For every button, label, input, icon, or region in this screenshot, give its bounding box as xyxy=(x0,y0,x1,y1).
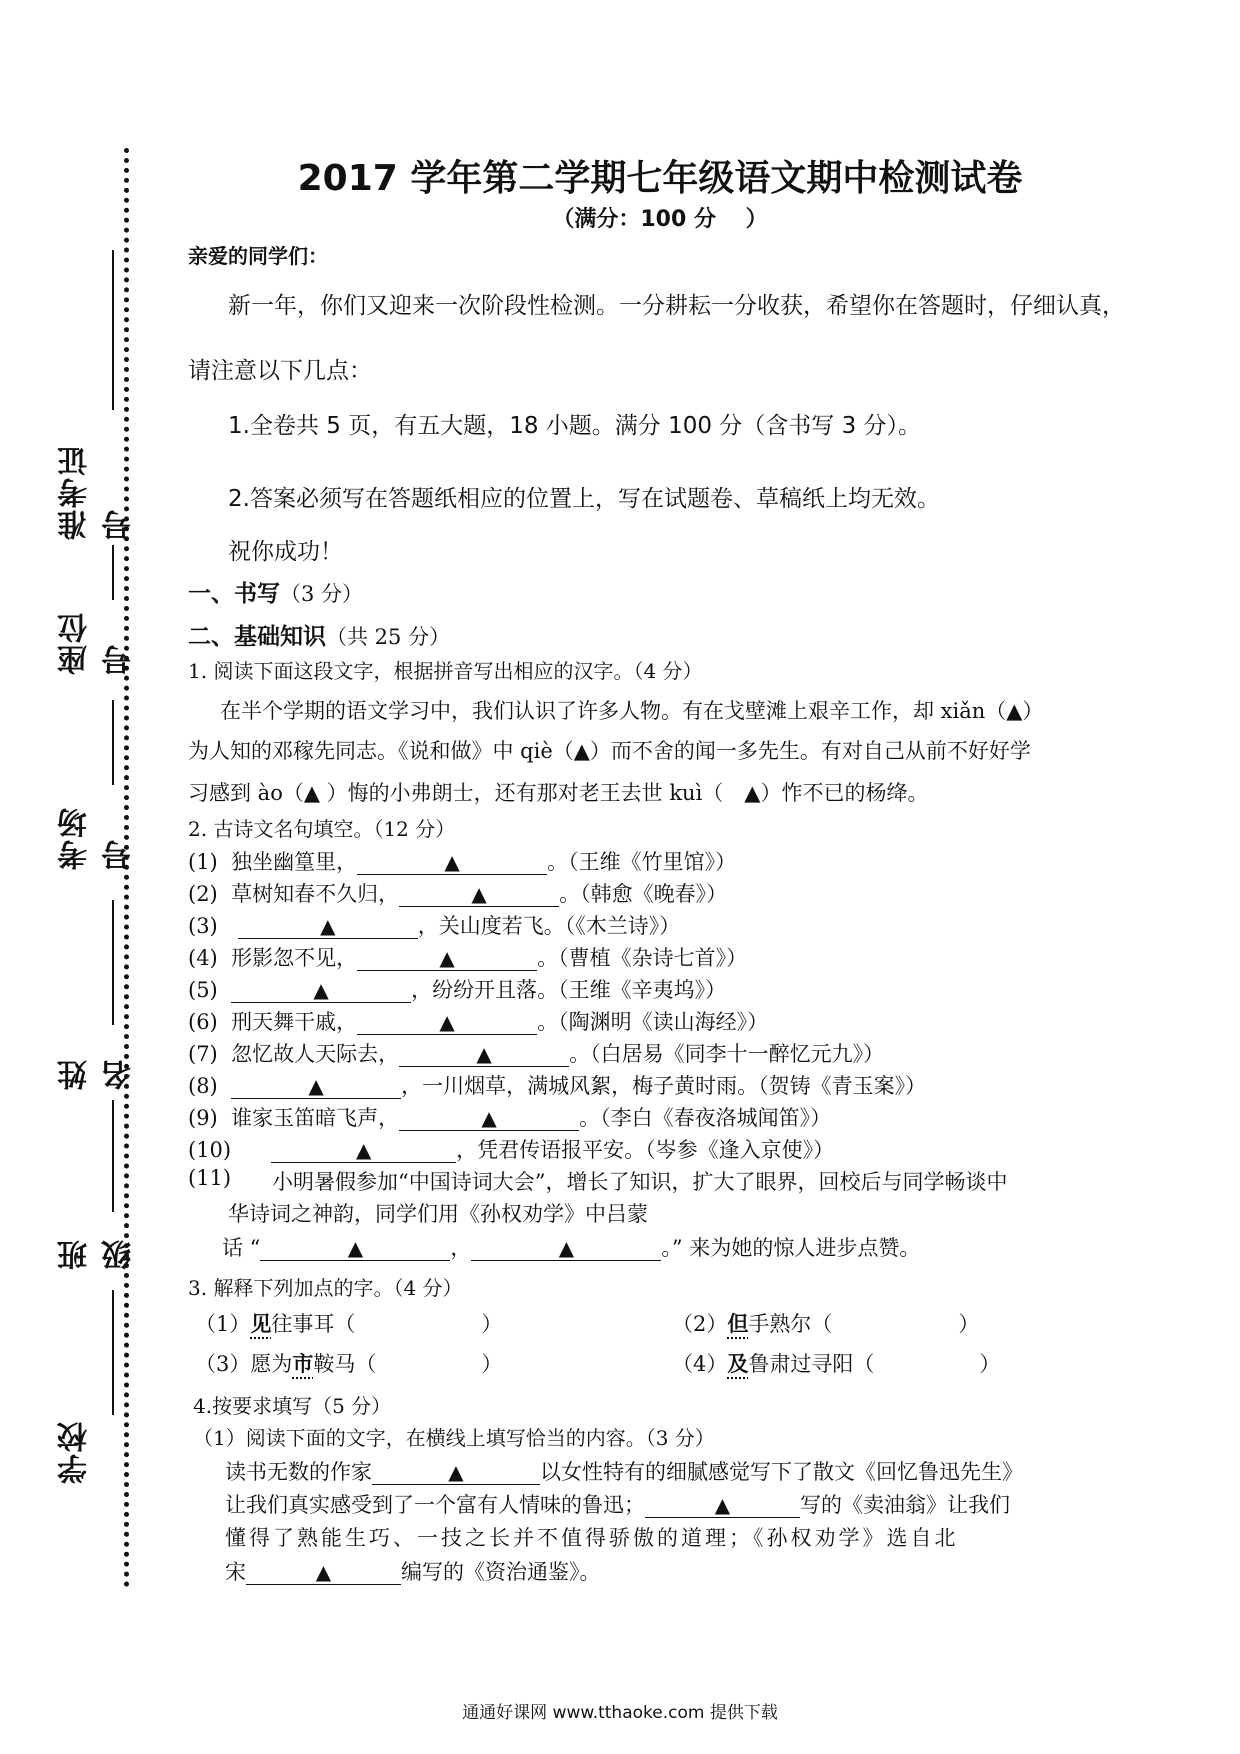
q2-item-11-line-2: 华诗词之神韵，同学们用《孙权劝学》中吕蒙 xyxy=(228,1202,648,1226)
school-label: 学校 xyxy=(58,1420,93,1484)
verse-post: 。（陶渊明《读山海经》） xyxy=(537,1010,769,1034)
triangle-icon: ▲ xyxy=(315,1560,332,1584)
q2-item-8 xyxy=(188,1070,926,1100)
text-pre: 读书无数的作家 xyxy=(225,1460,372,1484)
section-2-title: 二、基础知识 xyxy=(188,623,326,650)
verse-pre: 刑天舞干戚， xyxy=(231,1010,358,1034)
item-number: (5) xyxy=(188,978,218,1002)
item-number: (4) xyxy=(188,946,218,970)
dotted-char: 市 xyxy=(292,1351,314,1376)
answer-blank[interactable] xyxy=(357,852,547,875)
q2-prompt: 2. 古诗文名句填空。（12 分） xyxy=(188,817,456,841)
q3-item-1 xyxy=(195,1308,502,1338)
quote-close: 。” 来为她的惊人进步点赞。 xyxy=(661,1236,921,1260)
q2-item-7 xyxy=(188,1038,884,1068)
triangle-icon: ▲ xyxy=(313,978,329,1002)
answer-blank[interactable] xyxy=(399,1044,569,1067)
verse-post: ，一川烟草，满城风絮，梅子黄时雨。（贺铸《青玉案》） xyxy=(401,1074,927,1098)
class-line xyxy=(112,1100,114,1212)
verse-post: 。（李白《春夜洛城闻笛》） xyxy=(579,1106,832,1130)
note-2: 2.答案必须写在答题纸相应的位置上，写在试题卷、草稿纸上均无效。 xyxy=(228,486,940,512)
section-1-heading xyxy=(188,575,363,608)
verse-pre: 忽忆故人天际去， xyxy=(231,1042,400,1066)
triangle-icon: ▲ xyxy=(439,1010,455,1034)
text-post: 写的《卖油翁》让我们 xyxy=(800,1493,1010,1517)
section-2-heading xyxy=(188,618,450,651)
verse-post: 。（曹植《杂诗七首》） xyxy=(537,946,748,970)
q4-line-1 xyxy=(225,1456,1023,1486)
side-field-class xyxy=(40,1100,137,1270)
item-number: （1） xyxy=(195,1312,251,1336)
item-number: (1) xyxy=(188,850,218,874)
q2-item-6 xyxy=(188,1006,768,1036)
triangle-icon: ▲ xyxy=(481,1106,497,1130)
answer-blank[interactable] xyxy=(246,1562,401,1585)
side-field-name xyxy=(40,900,137,1090)
q2-item-1 xyxy=(188,846,736,876)
answer-blank[interactable] xyxy=(271,1140,456,1163)
text-post: 以女性特有的细腻感觉写下了散文《回忆鲁迅先生》 xyxy=(540,1460,1023,1484)
verse-post: ，纷纷开且落。（王维《辛夷坞》） xyxy=(411,978,727,1002)
verse-pre: 独坐幽篁里， xyxy=(231,850,358,874)
verse-post: 。（白居易《同李十一醉忆元九》） xyxy=(569,1042,885,1066)
answer-blank[interactable] xyxy=(231,1076,401,1099)
text-pre: 宋 xyxy=(225,1560,246,1584)
triangle-icon: ▲ xyxy=(347,1236,364,1260)
answer-blank[interactable] xyxy=(399,1108,579,1131)
item-rest: 往事耳（ ） xyxy=(271,1312,503,1336)
answer-blank[interactable] xyxy=(471,1238,661,1261)
item-rest: 鞍马（ ） xyxy=(313,1352,503,1376)
triangle-icon: ▲ xyxy=(476,1042,492,1066)
triangle-icon: ▲ xyxy=(444,850,460,874)
q2-item-11-line-1: 小明暑假参加“中国诗词大会”，增长了知识，扩大了眼界，回校后与同学畅谈中 xyxy=(272,1170,1008,1194)
note-1: 1.全卷共 5 页，有五大题，18 小题。满分 100 分（含书写 3 分）。 xyxy=(228,413,922,439)
answer-blank[interactable] xyxy=(357,1012,537,1035)
quote-open: 话 “ xyxy=(222,1236,261,1260)
room-no-label: 考场号 xyxy=(58,806,137,870)
item-rest: 手熟尔（ ） xyxy=(748,1312,980,1336)
intro-line-2: 请注意以下几点： xyxy=(188,358,372,384)
q1-line-3: 习感到 ào（▲ ）悔的小弗朗士，还有那对老王去世 kuì（ ▲）怍不已的杨绛。 xyxy=(188,781,929,805)
q2-item-2 xyxy=(188,878,727,908)
q3-item-4 xyxy=(672,1348,1000,1378)
section-1-score: （3 分） xyxy=(280,582,364,606)
full-score: （满分：100 分 ） xyxy=(552,207,768,232)
dotted-char: 及 xyxy=(727,1351,749,1376)
dotted-char: 见 xyxy=(250,1311,272,1336)
seat-no-line xyxy=(112,545,114,600)
verse-post: 。（韩愈《晚春》） xyxy=(559,882,728,906)
q3-item-3 xyxy=(195,1348,502,1378)
class-label: 班级 xyxy=(58,1238,137,1270)
answer-blank[interactable] xyxy=(372,1462,540,1485)
school-line xyxy=(112,1290,114,1415)
q2-item-9 xyxy=(188,1102,831,1132)
triangle-icon: ▲ xyxy=(471,882,487,906)
verse-pre: 形影忽不见， xyxy=(231,946,358,970)
section-1-title: 一、书写 xyxy=(188,580,280,607)
greeting: 亲爱的同学们： xyxy=(188,244,328,268)
q2-item-11-number: (11) xyxy=(188,1166,232,1190)
q4-sub-1: （1）阅读下面的文字，在横线上填写恰当的内容。（3 分） xyxy=(193,1426,715,1450)
exam-no-line xyxy=(112,250,114,410)
answer-blank[interactable] xyxy=(260,1238,450,1261)
item-rest: 鲁肃过寻阳（ ） xyxy=(748,1352,1001,1376)
verse-post: 。（王维《竹里馆》） xyxy=(547,850,737,874)
side-field-exam-no xyxy=(40,250,137,540)
q2-item-11-line-3 xyxy=(222,1232,920,1262)
triangle-icon: ▲ xyxy=(308,1074,324,1098)
triangle-icon: ▲ xyxy=(320,914,336,938)
text-post: 编写的《资治通鉴》。 xyxy=(401,1560,601,1584)
q1-prompt: 1. 阅读下面这段文字，根据拼音写出相应的汉字。（4 分） xyxy=(188,659,703,683)
answer-blank[interactable] xyxy=(357,948,537,971)
name-line xyxy=(112,900,114,1025)
verse-pre: 草树知春不久归， xyxy=(231,882,400,906)
q4-line-3: 懂得了熟能生巧、一技之长并不值得骄傲的道理；《孙权劝学》选自北 xyxy=(225,1526,959,1550)
q2-item-3 xyxy=(188,910,680,940)
q4-line-4 xyxy=(225,1556,601,1586)
dotted-char: 但 xyxy=(727,1311,749,1336)
item-number: (6) xyxy=(188,1010,218,1034)
side-field-seat-no xyxy=(40,545,137,675)
triangle-icon: ▲ xyxy=(714,1493,731,1517)
exam-no-label: 准考证号 xyxy=(58,444,137,540)
comma: ， xyxy=(450,1236,472,1260)
q4-line-2 xyxy=(225,1489,1010,1519)
side-field-room-no xyxy=(40,700,137,870)
triangle-icon: ▲ xyxy=(439,946,455,970)
side-field-school xyxy=(40,1290,100,1490)
answer-blank[interactable] xyxy=(399,884,559,907)
item-number: (8) xyxy=(188,1074,218,1098)
text-pre: 让我们真实感受到了一个富有人情味的鲁迅； xyxy=(225,1493,645,1517)
seat-no-label: 座位号 xyxy=(58,611,137,675)
q3-prompt: 3. 解释下列加点的字。（4 分） xyxy=(188,1276,463,1300)
name-label: 姓名 xyxy=(58,1058,137,1090)
item-number: (9) xyxy=(188,1106,218,1130)
item-number: (3) xyxy=(188,914,218,938)
q3-item-2 xyxy=(672,1308,979,1338)
answer-blank[interactable] xyxy=(231,980,411,1003)
item-number: (10) xyxy=(188,1138,232,1162)
answer-blank[interactable] xyxy=(238,916,418,939)
room-no-line xyxy=(112,700,114,785)
intro-line-1: 新一年，你们又迎来一次阶段性检测。一分耕耘一分收获，希望你在答题时，仔细认真， xyxy=(228,293,1125,319)
q1-line-1: 在半个学期的语文学习中，我们认识了许多人物。有在戈壁滩上艰辛工作，却 xiǎn（▲） xyxy=(220,699,1044,723)
q2-item-5 xyxy=(188,974,726,1004)
answer-blank[interactable] xyxy=(645,1495,800,1518)
triangle-icon: ▲ xyxy=(448,1460,464,1484)
q2-item-4 xyxy=(188,942,747,972)
verse-post: ，凭君传语报平安。（岑参《逢入京使》） xyxy=(456,1138,835,1162)
item-number: (7) xyxy=(188,1042,218,1066)
triangle-icon: ▲ xyxy=(355,1138,372,1162)
item-number: （4） xyxy=(672,1352,728,1376)
item-number: (2) xyxy=(188,882,218,906)
verse-post: ，关山度若飞。（《木兰诗》） xyxy=(417,914,681,938)
q2-item-10 xyxy=(188,1134,834,1164)
q1-line-2: 为人知的邓稼先同志。《说和做》中 qiè（▲）而不舍的闻一多先生。有对自己从前不好好学 xyxy=(188,739,1031,763)
verse-pre: 谁家玉笛暗飞声， xyxy=(231,1106,400,1130)
triangle-icon: ▲ xyxy=(558,1236,575,1260)
section-2-score: （共 25 分） xyxy=(326,625,451,649)
footer-credit: 通通好课网 www.tthaoke.com 提供下载 xyxy=(462,1703,778,1723)
page-title: 2017 学年第二学期七年级语文期中检测试卷 xyxy=(297,158,1023,199)
item-number: （3）愿为 xyxy=(195,1352,293,1376)
q4-prompt: 4.按要求填写（5 分） xyxy=(193,1394,392,1418)
item-number: （2） xyxy=(672,1312,728,1336)
wish: 祝你成功！ xyxy=(228,539,343,565)
